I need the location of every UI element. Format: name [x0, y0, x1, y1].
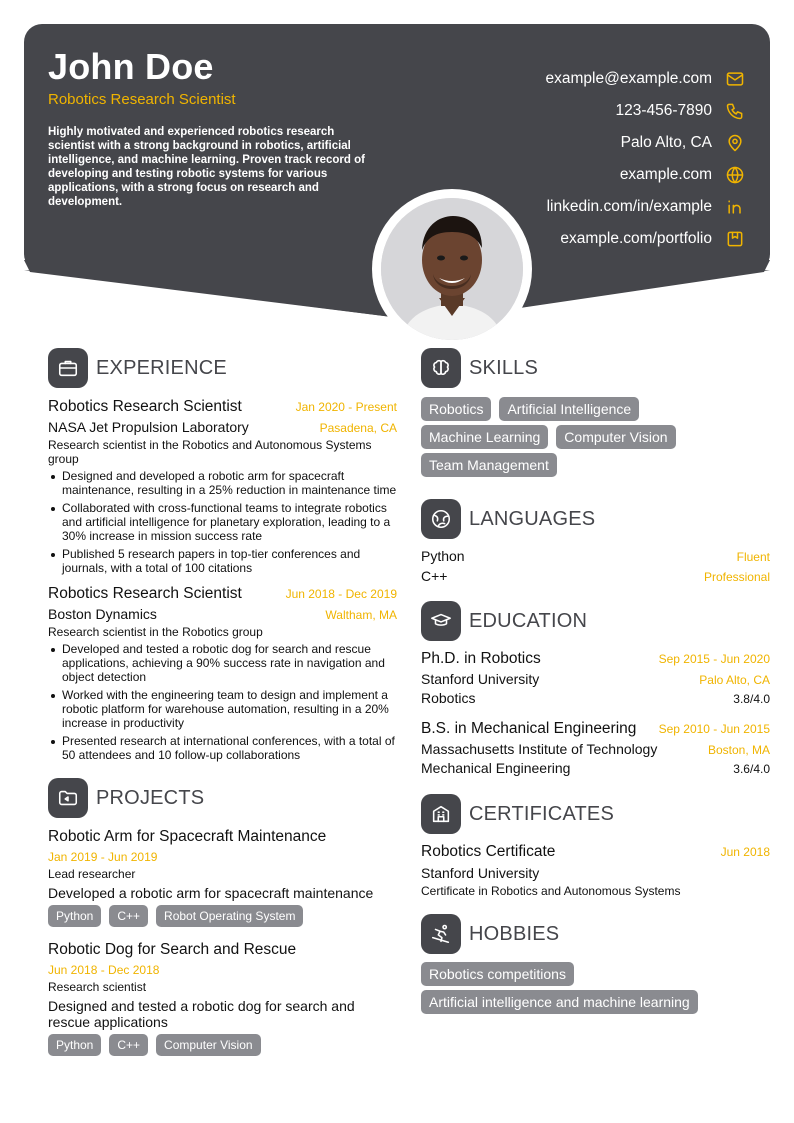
- certificates-title: CERTIFICATES: [469, 802, 615, 825]
- job-bullet: Collaborated with cross-functional teams to integrate robotics and artificial intelligence for planetary exploration, leading to a 30% increase in mission success rate: [48, 501, 397, 543]
- contact-email[interactable]: [386, 63, 746, 95]
- field-of-study: Mechanical Engineering: [421, 760, 571, 776]
- education-item: [421, 650, 770, 706]
- certificate-date: Jun 2018: [720, 845, 770, 859]
- language-name: C++: [421, 568, 448, 584]
- project-date: Jan 2019 - Jun 2019: [48, 850, 158, 864]
- profile-photo: [381, 198, 523, 340]
- language-name: Python: [421, 548, 465, 564]
- job-description: Research scientist in the Robotics group: [48, 625, 263, 639]
- project-date: Jun 2018 - Dec 2018: [48, 963, 160, 977]
- skills-header: [421, 348, 770, 388]
- summary-text: Highly motivated and experienced robotics research scientist with a strong background in robotics, artificial intelligence, and machine learning. Proven track record of developing and testing robotic systems for various applications, with a strong focus on research and development.: [48, 126, 365, 208]
- certificate-issuer: Stanford University: [421, 865, 540, 881]
- education-date: Sep 2015 - Jun 2020: [658, 652, 770, 666]
- skiing-icon: [421, 914, 461, 954]
- job-bullet: Designed and developed a robotic arm for spacecraft maintenance, resulting in a 25% reduction in maintenance time: [48, 469, 397, 497]
- project-tag: C++: [109, 905, 148, 927]
- contact-phone[interactable]: [386, 95, 746, 127]
- job-bullets: [48, 469, 397, 575]
- school-location: Palo Alto, CA: [699, 673, 770, 687]
- language-globe-icon: [421, 499, 461, 539]
- gpa: 3.8/4.0: [733, 692, 770, 706]
- project-role: Lead researcher: [48, 867, 136, 881]
- brain-icon: [421, 348, 461, 388]
- degree: B.S. in Mechanical Engineering: [421, 720, 637, 737]
- project-item: [48, 941, 397, 1060]
- graduation-cap-icon: [421, 601, 461, 641]
- certificates-header: [421, 794, 770, 834]
- job-bullet: Published 5 research papers in top-tier conferences and journals, with a total of 100 citations: [48, 547, 397, 575]
- globe-icon: [724, 164, 746, 186]
- job-location: Pasadena, CA: [319, 421, 397, 435]
- job-title: Robotics Research Scientist: [48, 585, 242, 602]
- language-level: Fluent: [736, 550, 770, 564]
- project-tag: C++: [109, 1034, 148, 1056]
- contact-location: [386, 127, 746, 159]
- education-header: [421, 601, 770, 641]
- project-tags: [48, 905, 397, 931]
- projects-header: [48, 778, 397, 818]
- languages-title: LANGUAGES: [469, 507, 596, 530]
- experience-item: [48, 398, 397, 575]
- project-tag: Python: [48, 905, 101, 927]
- job-company: NASA Jet Propulsion Laboratory: [48, 419, 249, 435]
- certificate-item: [421, 843, 770, 898]
- job-title: Robotics Research Scientist: [48, 398, 242, 415]
- mail-icon: [724, 68, 746, 90]
- school: Stanford University: [421, 671, 540, 687]
- hobbies-title: HOBBIES: [469, 922, 560, 945]
- contact-phone-text[interactable]: 123-456-7890: [615, 102, 712, 119]
- project-tag: Computer Vision: [156, 1034, 261, 1056]
- skill-tag: Machine Learning: [421, 425, 548, 449]
- contact-portfolio-text[interactable]: example.com/portfolio: [560, 230, 712, 247]
- skills-title: SKILLS: [469, 356, 539, 379]
- candidate-role: Robotics Research Scientist: [48, 91, 236, 108]
- skill-tag: Computer Vision: [556, 425, 675, 449]
- contact-linkedin-text[interactable]: linkedin.com/in/example: [546, 198, 712, 215]
- contact-website-text[interactable]: example.com: [619, 166, 712, 183]
- briefcase-icon: [48, 348, 88, 388]
- project-tag: Robot Operating System: [156, 905, 303, 927]
- school: Massachusetts Institute of Technology: [421, 741, 658, 757]
- school-location: Boston, MA: [707, 743, 770, 757]
- education-date: Sep 2010 - Jun 2015: [658, 722, 770, 736]
- hobby-tags: [421, 990, 770, 1018]
- left-column: [48, 348, 397, 1060]
- degree: Ph.D. in Robotics: [421, 650, 541, 667]
- project-description: Designed and tested a robotic dog for search and rescue applications: [48, 998, 355, 1030]
- job-description: Research scientist in the Robotics and Autonomous Systems group: [48, 438, 372, 466]
- education-title: EDUCATION: [469, 609, 588, 632]
- job-bullet: Worked with the engineering team to design and implement a robotic platform for warehouse automation, resulting in a 20% increase in productivity: [48, 688, 397, 730]
- language-level: Professional: [703, 570, 770, 584]
- experience-header: [48, 348, 397, 388]
- project-description: Developed a robotic arm for spacecraft maintenance: [48, 885, 374, 901]
- bookmark-icon: [724, 228, 746, 250]
- languages-header: [421, 499, 770, 539]
- project-tags: [48, 1034, 397, 1060]
- phone-icon: [724, 100, 746, 122]
- job-location: Waltham, MA: [325, 608, 397, 622]
- language-row: [421, 548, 770, 568]
- hobby-tag: Robotics competitions: [421, 962, 574, 986]
- job-bullet: Developed and tested a robotic dog for search and rescue applications, achieving a 90% success rate in navigation and object detection: [48, 642, 397, 684]
- folder-icon: [48, 778, 88, 818]
- job-bullets: [48, 642, 397, 762]
- job-company: Boston Dynamics: [48, 606, 157, 622]
- skill-tags: [421, 397, 770, 481]
- hobby-tag: Artificial intelligence and machine learning: [421, 990, 698, 1014]
- contact-website[interactable]: [386, 159, 746, 191]
- right-column: [421, 348, 770, 1018]
- language-row: [421, 568, 770, 588]
- hobbies-header: [421, 914, 770, 954]
- job-bullet: Presented research at international conferences, with a total of 50 attendees and 10 follow-up collaborations: [48, 734, 397, 762]
- location-pin-icon: [724, 132, 746, 154]
- project-role: Research scientist: [48, 980, 147, 994]
- project-tag: Python: [48, 1034, 101, 1056]
- project-name: Robotic Dog for Search and Rescue: [48, 941, 297, 958]
- building-icon: [421, 794, 461, 834]
- skill-tag: Artificial Intelligence: [499, 397, 639, 421]
- experience-item: [48, 585, 397, 762]
- hobby-tags: [421, 962, 770, 990]
- field-of-study: Robotics: [421, 690, 476, 706]
- project-item: [48, 828, 397, 931]
- contact-location-text: Palo Alto, CA: [620, 134, 712, 151]
- linkedin-icon: [724, 196, 746, 218]
- certificate-description: Certificate in Robotics and Autonomous Systems: [421, 884, 681, 898]
- skill-tag: Team Management: [421, 453, 557, 477]
- project-name: Robotic Arm for Spacecraft Maintenance: [48, 828, 327, 845]
- certificate-name: Robotics Certificate: [421, 843, 556, 860]
- contact-email-text[interactable]: example@example.com: [545, 70, 712, 87]
- education-item: [421, 720, 770, 776]
- job-date: Jan 2020 - Present: [295, 400, 397, 414]
- projects-title: PROJECTS: [96, 786, 205, 809]
- gpa: 3.6/4.0: [733, 762, 770, 776]
- skill-tag: Robotics: [421, 397, 491, 421]
- job-date: Jun 2018 - Dec 2019: [285, 587, 397, 601]
- experience-title: EXPERIENCE: [96, 356, 227, 379]
- language-list: [421, 548, 770, 588]
- candidate-name: John Doe: [48, 46, 214, 87]
